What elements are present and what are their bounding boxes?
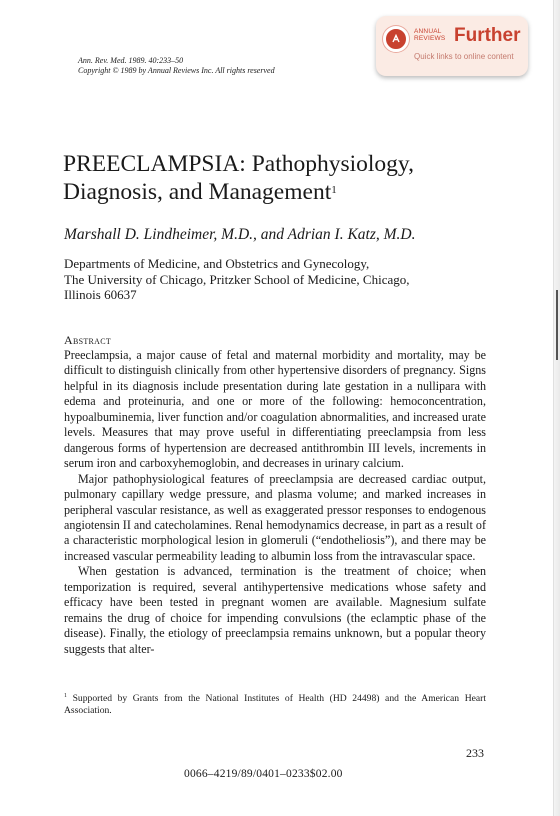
authors: Marshall D. Lindheimer, M.D., and Adrian I. Katz, M.D. <box>64 226 416 243</box>
page-edge <box>553 0 560 816</box>
reviews-label: REVIEWS <box>414 35 446 42</box>
page-number: 233 <box>466 746 484 760</box>
abstract-heading: Abstract <box>64 333 112 347</box>
annual-reviews-logo-icon <box>383 26 409 52</box>
footnote <box>64 690 486 717</box>
further-tagline: Quick links to online content <box>414 52 514 61</box>
further-badge[interactable] <box>376 16 528 76</box>
journal-citation <box>78 56 275 76</box>
citation-line: Ann. Rev. Med. 1989. 40:233–50 <box>78 56 184 65</box>
abstract-paragraph: Major pathophysiological features of preeclampsia are decreased cardiac output, pulmonary capillary wedge pressure, and plasma volume; and marked increases in peripheral vascular resistance, as well as exaggerated pressor responses to endogenous angiotensin II and catecholamines. Renal hemodynamics decrease, in part as a result of a characteristic morphological lesion in glomeruli (“endotheliosis”), and there may be increased vascular permeability leading to albumin loss from the intravascular space. <box>64 471 486 563</box>
page-edge-mark <box>556 290 558 360</box>
affiliation-line: The University of Chicago, Pritzker School of Medicine, Chicago, <box>64 271 410 287</box>
article-code: 0066–4219/89/0401–0233$02.00 <box>184 768 343 780</box>
further-label: Further <box>454 25 521 46</box>
annual-reviews-wordmark <box>414 28 445 42</box>
affiliation-line: Departments of Medicine, and Obstetrics and Gynecology, <box>64 256 370 271</box>
title-footnote-mark: 1 <box>331 184 337 196</box>
abstract-body <box>64 348 486 657</box>
abstract-paragraph: Preeclampsia, a major cause of fetal and maternal morbidity and mortality, may be difficult to distinguish clinically from other hypertensive disorders of pregnancy. Signs helpful in its diagnosis include presentation during late gestation in a nullipara with edema and proteinuria, and one or more of the following: hemoconcentration, hypoalbuminemia, liver function and/or coagulation abnormalities, and increased urate levels. Measures that may prove useful in differentiating preeclampsia from less dangerous forms of hypertension are decreased antithrombin III levels, increments in serum iron and carboxyhemoglobin, and decreases in urinary calcium. <box>64 348 486 471</box>
footnote-mark: 1 <box>64 693 67 699</box>
affiliation-line: Illinois 60637 <box>64 287 137 302</box>
title-line-1: PREECLAMPSIA: Pathophysiology, <box>63 151 415 177</box>
copyright-line: Copyright © 1989 by Annual Reviews Inc. All rights reserved <box>78 66 275 75</box>
title-line-2: Diagnosis, and Management <box>63 179 332 205</box>
abstract-paragraph: When gestation is advanced, termination is the treatment of choice; when temporization is required, several antihypertensive medications whose safety and efficacy have been tested in pregnant women are available. Magnesium sulfate remains the drug of choice for impending convulsions (the eclamptic phase of the disease). Finally, the etiology of preeclampsia remains unknown, but a popular theory suggests that alter- <box>64 564 486 656</box>
annual-label: ANNUAL <box>414 28 442 35</box>
footnote-text: Supported by Grants from the National Institutes of Health (HD 24498) and the American Heart Association. <box>64 693 486 717</box>
affiliation <box>64 256 410 303</box>
article-title <box>63 150 414 206</box>
